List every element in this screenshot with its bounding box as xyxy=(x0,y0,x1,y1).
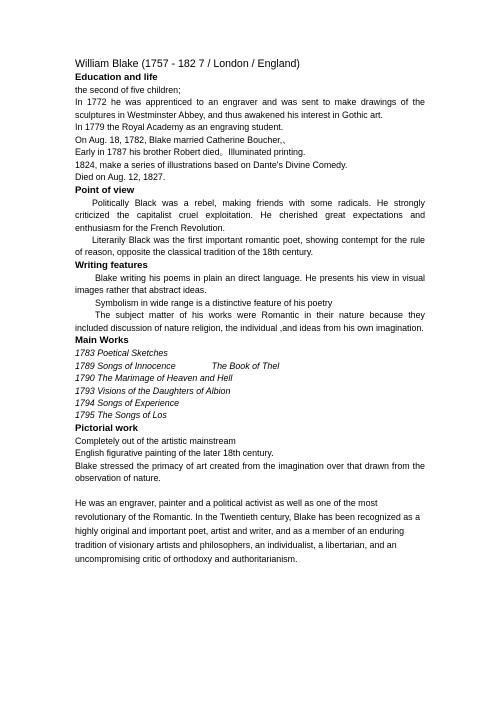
point-of-view-paragraph: Politically Black was a rebel, making friends with some radicals. He strongly criticized the capitalist cruel exploitation. He cherished great expectations and enthusiasm for the French Revolution. xyxy=(75,197,425,233)
closing-paragraph: He was an engraver, painter and a political activist as well as one of the most revolutionary of the Romantic. In the Twentieth century, Blake has been recognized as a highly original and important poet, artist and writer, and as a member of an enduring tradition of visionary artists and philosophers, an individualist, a libertarian, and an uncompromising critic of orthodoxy and authoritarianism. xyxy=(75,498,421,564)
education-line: In 1772 he was apprenticed to an engraver and was sent to make drawings of the sculptures in Westminster Abbey, and thus awakened his interest in Gothic art. xyxy=(75,97,425,120)
education-line: In 1779 the Royal Academy as an engraving student. xyxy=(75,122,284,133)
main-works-item: 1783 Poetical Sketches xyxy=(75,348,168,359)
education-line: Early in 1787 his brother Robert died。Illuminated printing. xyxy=(75,147,306,158)
point-of-view-heading: Point of view xyxy=(75,184,135,196)
writing-features-paragraph: Blake writing his poems in plain an direct language. He presents his view in visual images rather that abstract ideas. xyxy=(75,272,425,296)
pictorial-work-section xyxy=(75,422,425,485)
education-line: On Aug. 18, 1782, Blake married Catherine Boucher,、 xyxy=(75,134,292,145)
main-works-item-title: 1789 Songs of Innocence xyxy=(75,360,176,371)
main-works-item: 1790 The Marimage of Heaven and Hell xyxy=(75,373,233,384)
main-works-item: 1793 Visions of the Daughters of Albion xyxy=(75,385,231,396)
pictorial-work-heading: Pictorial work xyxy=(75,422,138,434)
document-title: William Blake (1757 - 182 7 / London / England) xyxy=(75,58,300,70)
pictorial-work-line: Completely out of the artistic mainstream xyxy=(75,435,236,446)
education-line: Died on Aug. 12, 1827. xyxy=(75,172,166,183)
writing-features-paragraph: The subject matter of his works were Romantic in their nature because they included discussion of nature religion, the individual ,and ideas from his own imagination. xyxy=(75,310,425,333)
writing-features-heading: Writing features xyxy=(75,259,148,271)
education-section xyxy=(75,71,425,184)
main-works-section xyxy=(75,334,425,422)
main-works-item xyxy=(75,360,425,372)
main-works-item: 1795 The Songs of Los xyxy=(75,410,167,421)
education-line: the second of five children; xyxy=(75,85,181,95)
writing-features-paragraph: Symbolism in wide range is a distinctive feature of his poetry xyxy=(95,297,333,308)
pictorial-work-line: English figurative painting of the later 18th century. xyxy=(75,448,274,459)
main-works-item: 1794 Songs of Experience xyxy=(75,397,180,408)
point-of-view-paragraph: Literarily Black was the first important romantic poet, showing contempt for the rule of reason, opposite the classical tradition of the 18th century. xyxy=(75,234,425,258)
education-heading: Education and life xyxy=(75,72,158,83)
writing-features-section xyxy=(75,259,425,334)
point-of-view-section xyxy=(75,184,425,259)
pictorial-work-line: Blake stressed the primacy of art created from the imagination over that drawn from the observation of nature. xyxy=(75,460,425,484)
education-line: 1824, make a series of illustrations based on Dante's Divine Comedy. xyxy=(75,159,348,170)
document-page xyxy=(75,58,425,567)
main-works-item-title: The Book of Thel xyxy=(211,360,280,371)
main-works-heading: Main Works xyxy=(75,335,129,347)
section-spacer xyxy=(75,485,425,498)
